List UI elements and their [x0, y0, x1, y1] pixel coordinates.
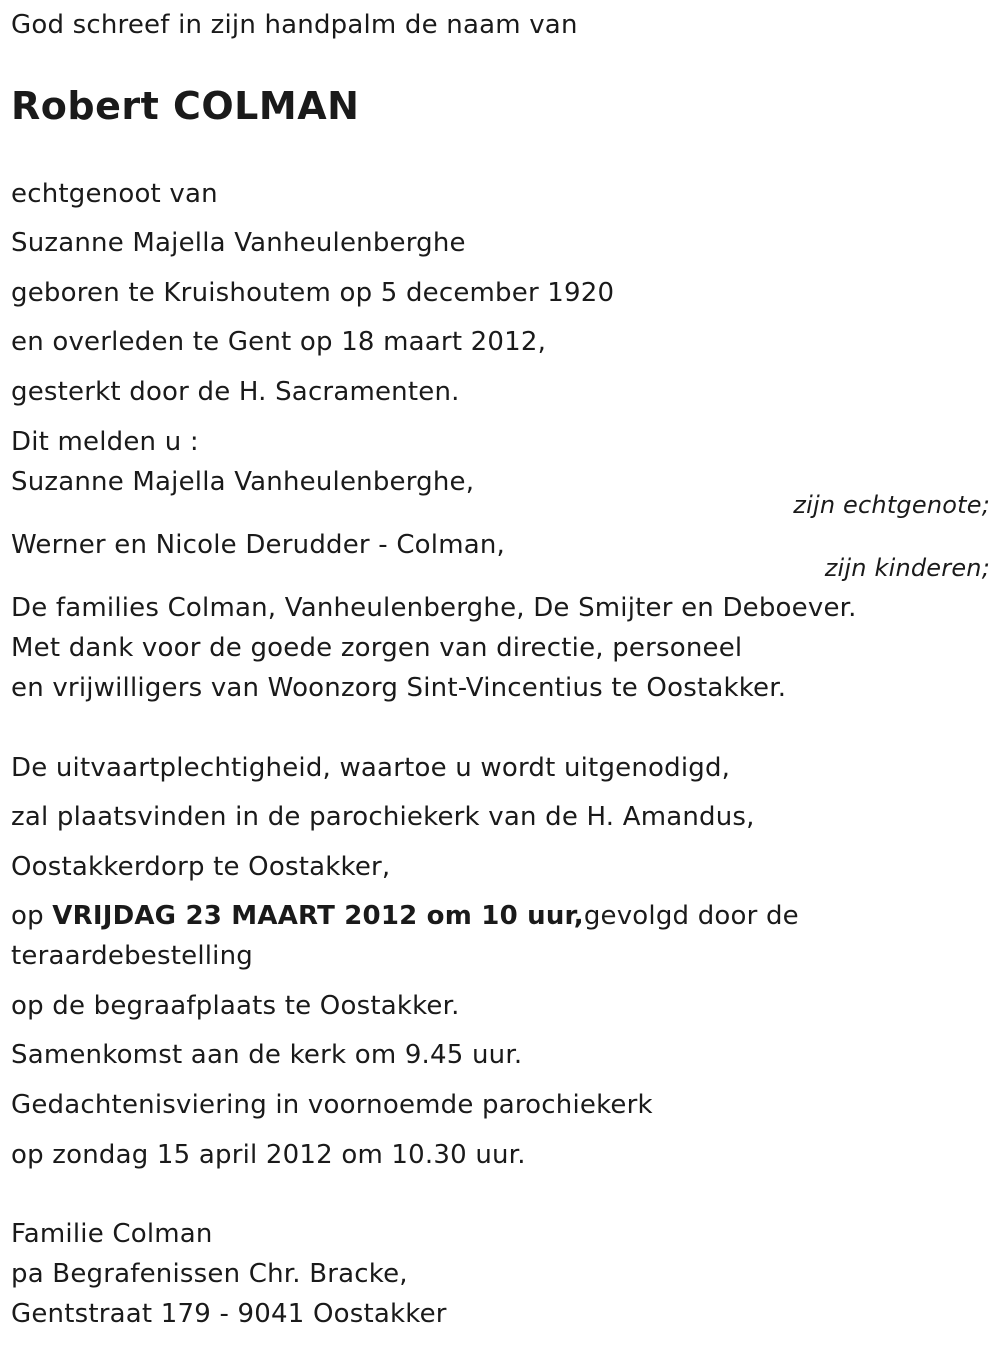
funeral-date-line [11, 901, 799, 931]
contact-undertaker: pa Begrafenissen Chr. Bracke, [11, 1259, 408, 1289]
intro-text: God schreef in zijn handpalm de naam van [11, 10, 578, 40]
funeral-line-3: Oostakkerdorp te Oostakker, [11, 852, 391, 882]
funeral-date-suffix: gevolgd door de [583, 901, 799, 931]
funeral-line-9: op zondag 15 april 2012 om 10.30 uur. [11, 1140, 526, 1170]
detail-sacraments: gesterkt door de H. Sacramenten. [11, 377, 460, 407]
contact-family: Familie Colman [11, 1219, 213, 1249]
funeral-line-5: teraardebestelling [11, 941, 253, 971]
funeral-line-2: zal plaatsvinden in de parochiekerk van de H. Amandus, [11, 802, 755, 832]
deceased-name: Robert COLMAN [11, 84, 360, 128]
detail-spouse-name: Suzanne Majella Vanheulenberghe [11, 228, 466, 258]
funeral-line-1: De uitvaartplechtigheid, waartoe u wordt uitgenodigd, [11, 753, 731, 783]
announce-intro: Dit melden u : [11, 427, 199, 457]
announce-thanks-1: Met dank voor de goede zorgen van directie, personeel [11, 633, 743, 663]
funeral-line-6: op de begraafplaats te Oostakker. [11, 991, 460, 1021]
announce-spouse: Suzanne Majella Vanheulenberghe, [11, 467, 475, 497]
funeral-date-prefix: op [11, 901, 53, 931]
funeral-line-8: Gedachtenisviering in voornoemde parochiekerk [11, 1090, 653, 1120]
contact-address: Gentstraat 179 - 9041 Oostakker [11, 1299, 447, 1329]
announce-children: Werner en Nicole Derudder - Colman, [11, 530, 506, 560]
announce-families: De families Colman, Vanheulenberghe, De Smijter en Deboever. [11, 593, 857, 623]
detail-birth: geboren te Kruishoutem op 5 december 1920 [11, 278, 615, 308]
detail-death: en overleden te Gent op 18 maart 2012, [11, 327, 547, 357]
announce-thanks-2: en vrijwilligers van Woonzorg Sint-Vincentius te Oostakker. [11, 673, 787, 703]
children-role: zijn kinderen; [824, 554, 990, 582]
funeral-line-7: Samenkomst aan de kerk om 9.45 uur. [11, 1040, 523, 1070]
spouse-role: zijn echtgenote; [793, 491, 990, 519]
detail-spouse-of: echtgenoot van [11, 179, 218, 209]
funeral-date: VRIJDAG 23 MAART 2012 om 10 uur, [52, 901, 584, 931]
